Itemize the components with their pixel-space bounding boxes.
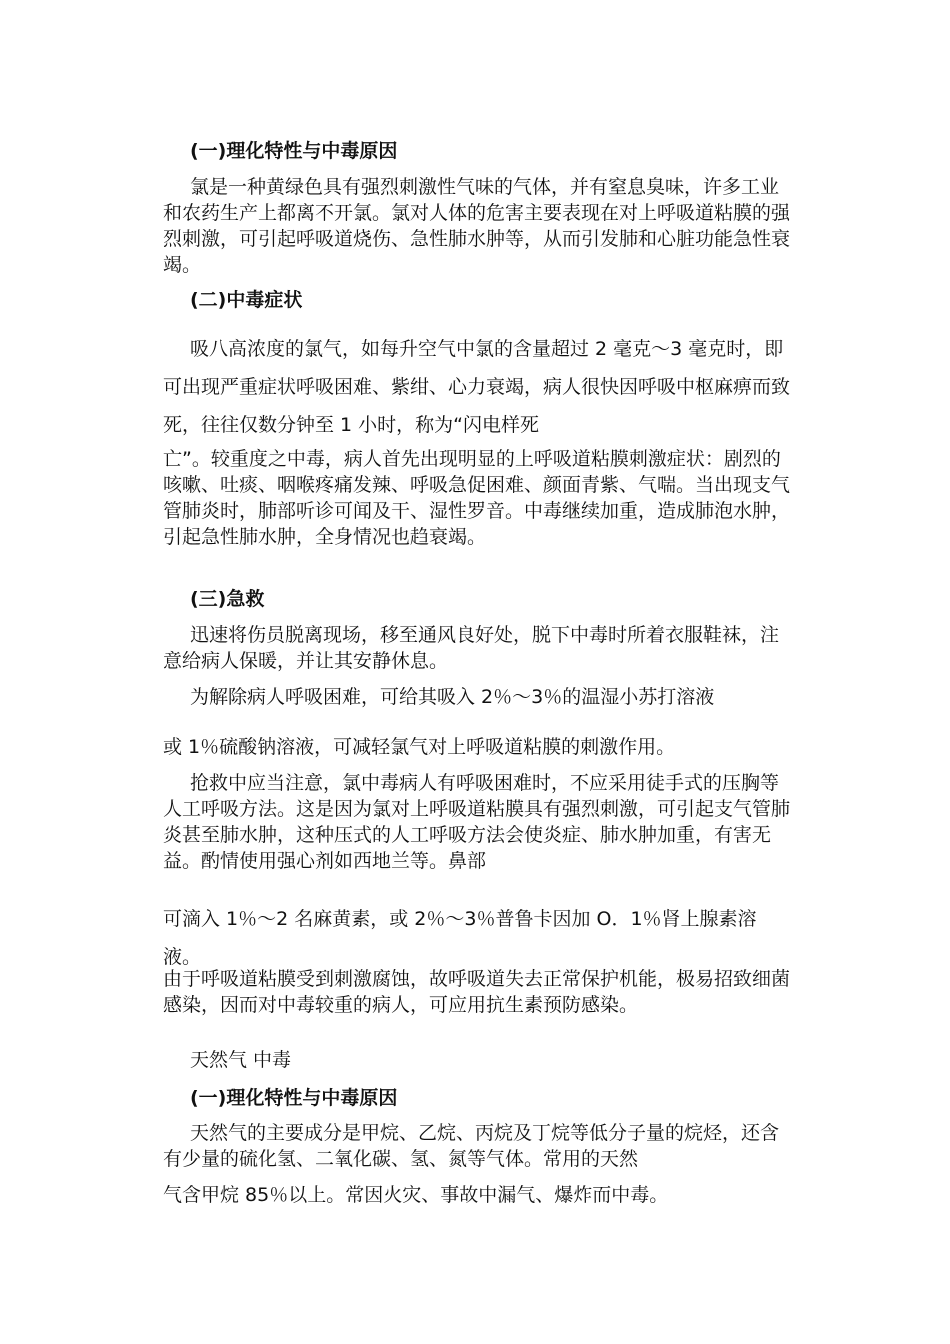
paragraph-first-aid-inhale: 为解除病人呼吸困难，可给其吸入 2％～3％的温湿小苏打溶液 [190, 686, 715, 708]
heading-chlorine-properties: (一)理化特性与中毒原因 [190, 140, 398, 162]
paragraph-symptoms-severe: 吸八高浓度的氯气，如每升空气中氯的含量超过 2 毫克～3 毫克时，即可出现严重症状呼吸困难、紫绀、心力衰竭，病人很快因呼吸中枢麻痹而致死，往往仅数分钟至 1 小时，称为“闪电样死 [163, 338, 791, 436]
paragraph-natural-gas-causes: 气含甲烷 85％以上。常因火灾、事故中漏气、爆炸而中毒。 [163, 1184, 669, 1206]
title-natural-gas: 天然气 中毒 [190, 1049, 292, 1071]
heading-chlorine-symptoms: (二)中毒症状 [190, 289, 303, 311]
heading-chlorine-first-aid: (三)急救 [190, 588, 265, 610]
paragraph-first-aid-evacuate: 迅速将伤员脱离现场，移至通风良好处，脱下中毒时所着衣服鞋袜，注意给病人保暖，并让其安静休息。 [163, 624, 780, 672]
paragraph-natural-gas-composition: 天然气的主要成分是甲烷、乙烷、丙烷及丁烷等低分子量的烷烃，还含有少量的硫化氢、二氧化碳、氢、氮等气体。常用的天然 [163, 1122, 780, 1170]
paragraph-first-aid-inhale-cont: 或 1％硫酸钠溶液，可减轻氯气对上呼吸道粘膜的刺激作用。 [163, 736, 676, 758]
paragraph-first-aid-nasal: 可滴入 1％～2 名麻黄素，或 2％～3％普鲁卡因加 O．1％肾上腺素溶液。 [163, 908, 757, 968]
paragraph-first-aid-antibiotics: 由于呼吸道粘膜受到刺激腐蚀，故呼吸道失去正常保护机能，极易招致细菌感染，因而对中毒较重的病人，可应用抗生素预防感染。 [163, 968, 791, 1016]
heading-natural-gas-properties: (一)理化特性与中毒原因 [190, 1087, 398, 1109]
paragraph-first-aid-caution: 抢救中应当注意，氯中毒病人有呼吸困难时，不应采用徒手式的压胸等人工呼吸方法。这是因为氯对上呼吸道粘膜具有强烈刺激，可引起支气管肺炎甚至肺水肿，这种压式的人工呼吸方法会使炎症、肺水肿加重，有害无益。酌情使用强心剂如西地兰等。鼻部 [163, 772, 791, 872]
paragraph-chlorine-intro: 氯是一种黄绿色具有强烈刺激性气味的气体，并有窒息臭味，许多工业和农药生产上都离不开氯。氯对人体的危害主要表现在对上呼吸道粘膜的强烈刺激，可引起呼吸道烧伤、急性肺水肿等，从而引发肺和心脏功能急性衰竭。 [163, 176, 791, 276]
paragraph-symptoms-moderate: 亡”。较重度之中毒，病人首先出现明显的上呼吸道粘膜刺激症状：剧烈的咳嗽、吐痰、咽喉疼痛发辣、呼吸急促困难、颜面青紫、气喘。当出现支气管肺炎时，肺部听诊可闻及干、湿性罗音。中毒继续加重，造成肺泡水肿，引起急性肺水肿，全身情况也趋衰竭。 [163, 448, 791, 548]
